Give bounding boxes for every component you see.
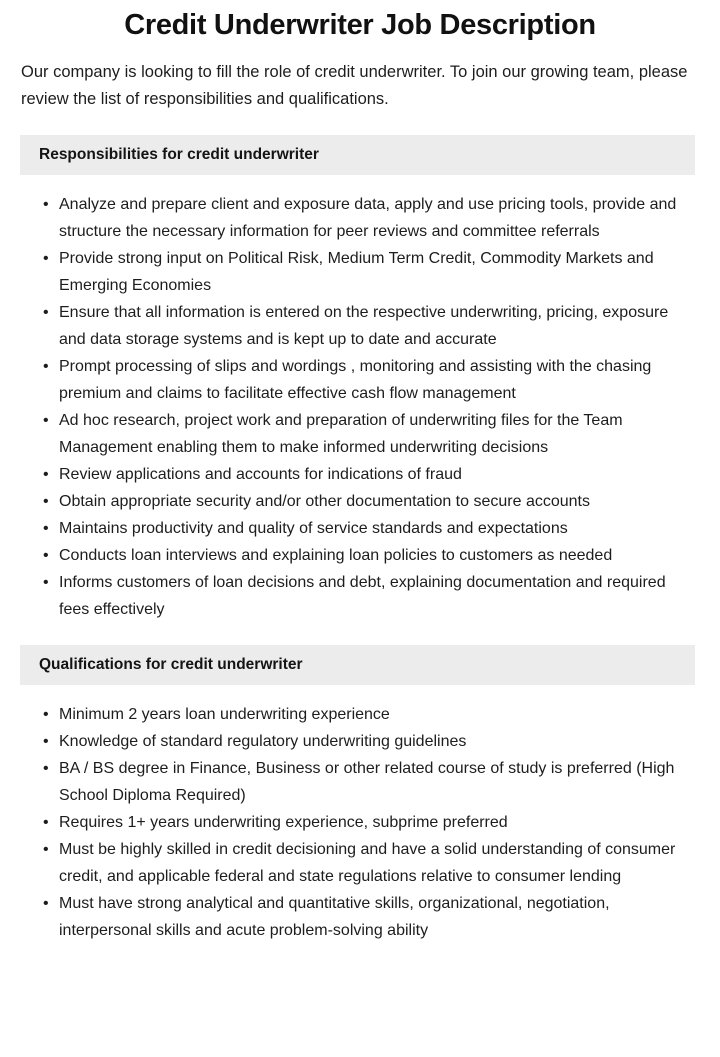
list-item: • Informs customers of loan decisions and debt, explaining documentation and required fees effectively <box>21 569 695 623</box>
list-item: • Conducts loan interviews and explaining loan policies to customers as needed <box>21 542 695 569</box>
section-header-responsibilities: Responsibilities for credit underwriter <box>20 135 695 175</box>
list-item: • Review applications and accounts for indications of fraud <box>21 461 695 488</box>
list-item: • Ad hoc research, project work and preparation of underwriting files for the Team Management enabling them to make informed underwriting decisions <box>21 407 695 461</box>
section-header-qualifications: Qualifications for credit underwriter <box>20 645 695 685</box>
list-item: • Ensure that all information is entered on the respective underwriting, pricing, exposure and data storage systems and is kept up to date and accurate <box>21 299 695 353</box>
list-item: • BA / BS degree in Finance, Business or other related course of study is preferred (High School Diploma Required) <box>21 755 695 809</box>
list-item: • Maintains productivity and quality of service standards and expectations <box>21 515 695 542</box>
intro-paragraph: Our company is looking to fill the role of credit underwriter. To join our growing team, please review the list of responsibilities and qualifications. <box>21 63 688 108</box>
responsibilities-list <box>0 175 720 623</box>
list-item: • Must have strong analytical and quantitative skills, organizational, negotiation, interpersonal skills and acute problem-solving ability <box>21 890 695 944</box>
page-title: Credit Underwriter Job Description <box>124 9 596 41</box>
list-item: • Requires 1+ years underwriting experience, subprime preferred <box>21 809 695 836</box>
list-item: • Must be highly skilled in credit decisioning and have a solid understanding of consumer credit, and applicable federal and state regulations relative to consumer lending <box>21 836 695 890</box>
list-item: • Prompt processing of slips and wordings , monitoring and assisting with the chasing premium and claims to facilitate effective cash flow management <box>21 353 695 407</box>
list-item: • Provide strong input on Political Risk, Medium Term Credit, Commodity Markets and Emerging Economies <box>21 245 695 299</box>
list-item: • Obtain appropriate security and/or other documentation to secure accounts <box>21 488 695 515</box>
qualifications-list <box>0 685 720 944</box>
section-responsibilities <box>0 135 720 623</box>
list-item: • Minimum 2 years loan underwriting experience <box>21 701 695 728</box>
section-qualifications <box>0 645 720 944</box>
list-item: • Analyze and prepare client and exposure data, apply and use pricing tools, provide and structure the necessary information for peer reviews and committee referrals <box>21 191 695 245</box>
list-item: • Knowledge of standard regulatory underwriting guidelines <box>21 728 695 755</box>
